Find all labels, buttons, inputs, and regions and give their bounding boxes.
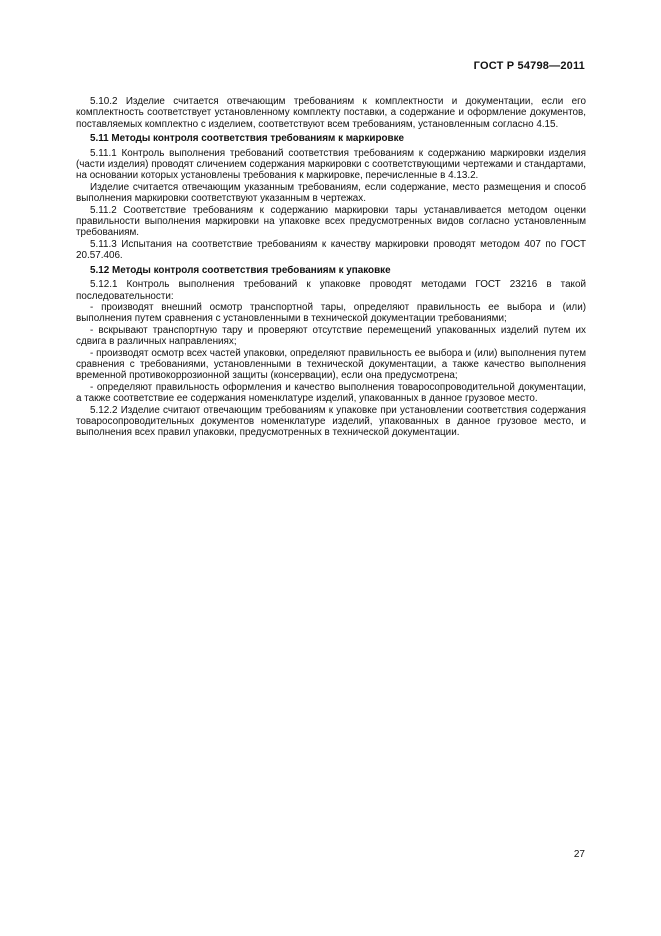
paragraph-5-12-1: 5.12.1 Контроль выполнения требований к упаковке проводят методами ГОСТ 23216 в такой последовательности: [76, 279, 586, 302]
document-body [76, 96, 586, 439]
paragraph-5-11-3: 5.11.3 Испытания на соответствие требованиям к качеству маркировки проводят методом 407 по ГОСТ 20.57.406. [76, 238, 586, 262]
list-item-documentation-check: - определяют правильность оформления и качество выполнения товаросопроводительной документации, а также соответствие ее содержания номенклатуре изделий, упакованных в данное грузовое место. [76, 381, 586, 405]
paragraph-5-11-1: 5.11.1 Контроль выполнения требований соответствия требованиям к содержанию маркировки изделия (части изделия) проводят сличением содержания маркировки с соответствующими чертежами и стандартами, на основании которых установлены требования к маркировке, перечисленные в 4.13.2. [76, 147, 586, 182]
paragraph-5-12-2: 5.12.2 Изделие считают отвечающим требованиям к упаковке при установлении соответствия содержания товаросопроводительных документов номенклатуре изделий, упакованных в данное грузовое место, и выполнения всех правил упаковки, предусмотренных в технической документации. [76, 404, 586, 439]
page-number: 27 [573, 849, 585, 860]
paragraph-5-11-2: 5.11.2 Соответствие требованиям к содержанию маркировки тары устанавливается методом оценки правильности выполнения маркировки на упаковке всех предусмотренных видов согласно установленным требованиям. [76, 204, 586, 239]
list-item-open-container: - вскрывают транспортную тару и проверяют отсутствие перемещений упакованных изделий путем их сдвига в различных направлениях; [76, 324, 586, 348]
list-item-transport-inspection: - производят внешний осмотр транспортной тары, определяют правильность ее выбора и (или) выполнения путем сравнения с установленными в технической документации требованиями; [76, 301, 586, 325]
paragraph-5-11-1-note: Изделие считается отвечающим указанным требованиям, если содержание, место размещения и способ выполнения маркировки соответствуют указанным в чертежах. [76, 181, 586, 205]
paragraph-5-10-2: 5.10.2 Изделие считается отвечающим требованиям к комплектности и документации, если его комплектность соответствует установленному комплекту поставки, а содержание и оформление документов, поставляемых комплектно с изделием, соответствуют всем требованиям, установленным согласно 4.15. [76, 96, 586, 130]
section-5-11-title: 5.11 Методы контроля соответствия требованиям к маркировке [90, 133, 405, 145]
list-item-packaging-inspection: - производят осмотр всех частей упаковки, определяют правильность ее выбора и (или) выполнения путем сравнения с требованиями, установленными в технической документации, а также качество выполнения временной противокоррозионной защиты (консервации), если она предусмотрена; [76, 347, 586, 382]
standard-header: ГОСТ Р 54798—2011 [473, 60, 585, 72]
section-5-12-title: 5.12 Методы контроля соответствия требованиям к упаковке [90, 264, 391, 276]
